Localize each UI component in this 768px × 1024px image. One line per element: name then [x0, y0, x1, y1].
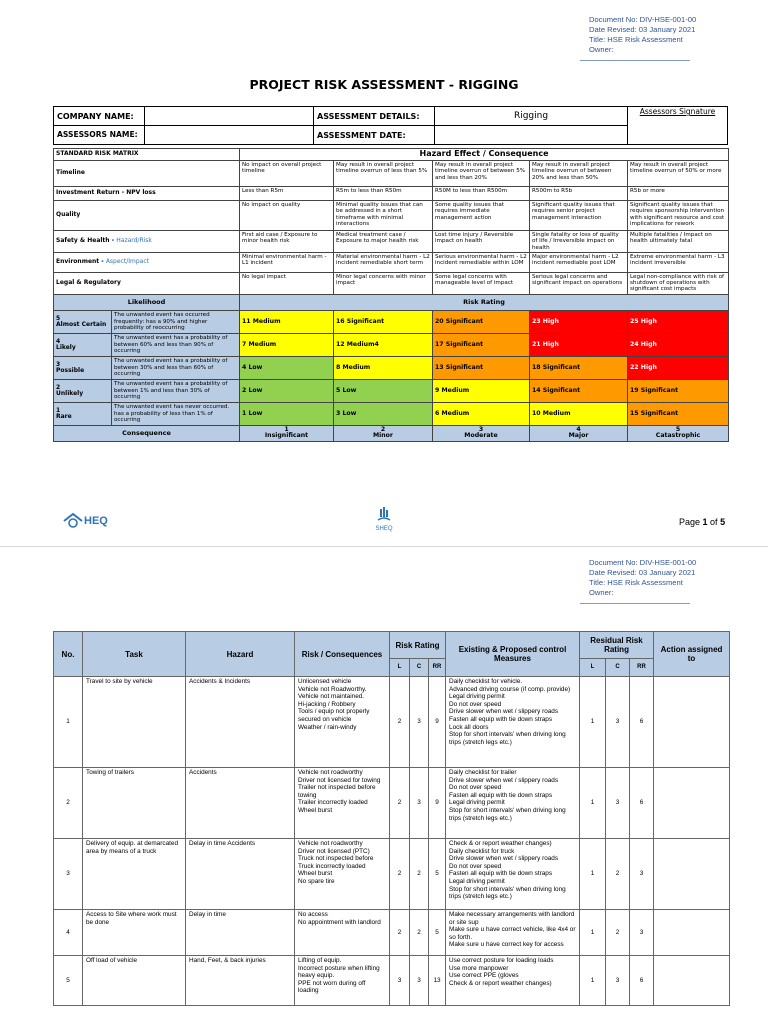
effect-cell: No impact on quality	[240, 201, 334, 231]
col-residual-c: C	[606, 659, 630, 677]
consequence-5: 5 Catastrophic	[628, 425, 729, 441]
row-number: 5	[54, 956, 83, 1006]
action-cell	[654, 768, 730, 839]
measures-cell: Check & or report weather changes) Daily checklist for truck Drive slower when wet / slippery roads Do not over speed Fasten all equip with tie down straps Legal driving permit Stop for short intervals' when driving long trips (stretch legs etc.)	[446, 839, 580, 910]
effect-cell: R5m to less than R50m	[334, 187, 433, 201]
risk-rating-cell: 19 Significant	[628, 379, 729, 402]
col-c: C	[410, 659, 429, 677]
risk-rating-cell: 12 Medium4	[334, 333, 433, 356]
effect-cell: R5b or more	[628, 187, 729, 201]
residual-c: 3	[606, 956, 630, 1006]
measures-cell: Make necessary arrangements with landlord or site sup Make sure u have correct vehicle, like 4x4 or so forth. Make sure u have correct key for access	[446, 910, 580, 956]
risk-rating-cell: 9 Medium	[433, 379, 530, 402]
effect-cell: Legal non-compliance with risk of shutdown of operations with significant cost impacts	[628, 272, 729, 294]
col-risk: Risk / Consequences	[295, 632, 390, 677]
effect-cell: Multiple fatalities / Impact on health ultimately fatal	[628, 231, 729, 253]
effect-cell: Some quality issues that requires immediate management action	[433, 201, 530, 231]
risk-rating-heading: Risk Rating	[240, 294, 729, 310]
assessment-details-value: Rigging	[435, 107, 628, 126]
risk-rating-cell: 7 Medium	[240, 333, 334, 356]
doc-number-2: Document No: DIV-HSE-001-00	[589, 558, 697, 567]
risk-l: 2	[390, 839, 410, 910]
risk-rating-cell: 14 Significant	[530, 379, 628, 402]
company-value	[145, 107, 314, 126]
effect-cell: Less than R5m	[240, 187, 334, 201]
task-cell: Access to Site where work must be done	[83, 910, 186, 956]
col-hazard: Hazard	[186, 632, 295, 677]
action-cell	[654, 677, 730, 768]
effect-cell: May result in overall project timeline overrun of less than 5%	[334, 161, 433, 187]
effect-cell: May result in overall project timeline overrun of between 20% and less than 50%	[530, 161, 628, 187]
doc-owner: Owner:	[589, 45, 614, 54]
table-row	[54, 677, 730, 768]
doc-meta-2	[589, 558, 696, 598]
effect-cell: Major environmental harm - L2 incident remediable post LOM	[530, 252, 628, 272]
col-action: Action assigned to	[654, 632, 730, 677]
effect-cell: Some legal concerns with manageable level of impact	[433, 272, 530, 294]
likelihood-level: 2 Unlikely	[54, 379, 112, 402]
header-rule-2	[580, 603, 690, 604]
hazard-cell: Accidents	[186, 768, 295, 839]
row-number: 1	[54, 677, 83, 768]
residual-rr: 6	[630, 677, 654, 768]
effect-cell: Minimal environmental harm - L1 incident	[240, 252, 334, 272]
residual-c: 2	[606, 839, 630, 910]
consequence-label: Consequence	[54, 425, 240, 441]
col-residual-rr: RR	[630, 659, 654, 677]
page-title: PROJECT RISK ASSESSMENT - RIGGING	[249, 77, 519, 92]
risk-l: 3	[390, 956, 410, 1006]
effect-cell: No legal impact	[240, 272, 334, 294]
col-rr: RR	[429, 659, 446, 677]
risk-rr: 5	[429, 910, 446, 956]
residual-c: 3	[606, 677, 630, 768]
effect-cell: Extreme environmental harm - L3 incident irreversible	[628, 252, 729, 272]
row-number: 4	[54, 910, 83, 956]
effect-row-label: Legal & Regulatory	[54, 272, 240, 294]
hazard-cell: Accidents & Incidents	[186, 677, 295, 768]
residual-l: 1	[580, 768, 606, 839]
matrix-heading: STANDARD RISK MATRIX	[54, 149, 240, 161]
col-measures: Existing & Proposed control Measures	[446, 632, 580, 677]
risk-rating-cell: 20 Significant	[433, 310, 530, 333]
effect-cell: Material environmental harm - L2 incident remediable short term	[334, 252, 433, 272]
risk-rating-cell: 6 Medium	[433, 402, 530, 425]
risk-rating-cell: 18 Significant	[530, 356, 628, 379]
effect-cell: R50M to less than R500m	[433, 187, 530, 201]
risk-cell: Unlicensed vehicle Vehicle not Roadworthy. Vehicle not maintained. Hi-jacking / Robbery Tools / equip not properly secured on vehicle Weather / rain-windy	[295, 677, 390, 768]
likelihood-level: 1 Rare	[54, 402, 112, 425]
risk-rating-cell: 22 High	[628, 356, 729, 379]
effect-heading: Hazard Effect / Consequence	[240, 149, 729, 161]
table-row	[54, 956, 730, 1006]
house-icon	[62, 512, 84, 530]
effect-row-label: Quality	[54, 201, 240, 231]
residual-rr: 6	[630, 768, 654, 839]
hazard-cell: Hand, Feet, & back injuries	[186, 956, 295, 1006]
consequence-3: 3 Moderate	[433, 425, 530, 441]
doc-number: Document No: DIV-HSE-001-00	[589, 15, 697, 24]
col-no: No.	[54, 632, 83, 677]
risk-rr: 13	[429, 956, 446, 1006]
effect-cell: No impact on overall project timeline	[240, 161, 334, 187]
risk-rating-cell: 3 Low	[334, 402, 433, 425]
risk-c: 3	[410, 677, 429, 768]
risk-l: 2	[390, 677, 410, 768]
info-table	[53, 106, 728, 145]
consequence-2: 2 Minor	[334, 425, 433, 441]
residual-rr: 3	[630, 839, 654, 910]
risk-rr: 5	[429, 839, 446, 910]
risk-c: 3	[410, 956, 429, 1006]
col-risk-rating: Risk Rating	[390, 632, 446, 659]
risk-cell: No access No appointment with landlord	[295, 910, 390, 956]
residual-l: 1	[580, 956, 606, 1006]
doc-title: Title: HSE Risk Assessment	[589, 35, 683, 44]
hand-leaf-icon	[374, 506, 394, 522]
likelihood-desc: The unwanted event has a probability of between 1% and less than 30% of occurring	[112, 379, 240, 402]
risk-rating-cell: 13 Significant	[433, 356, 530, 379]
likelihood-desc: The unwanted event has a probability of between 30% and less than 60% of occurring	[112, 356, 240, 379]
risk-c: 3	[410, 768, 429, 839]
risk-rating-cell: 4 Low	[240, 356, 334, 379]
likelihood-level: 4 Likely	[54, 333, 112, 356]
risk-cell: Vehicle not roadworthy Driver not licensed for towing Trailer not inspected before towing Trailer incorrectly loaded Wheel burst	[295, 768, 390, 839]
measures-cell: Daily checklist for trailer Drive slower when wet / slippery roads Do not over speed Fasten all equip with tie down straps Legal driving permit Stop for short intervals' when driving long trips (stretch legs etc.)	[446, 768, 580, 839]
risk-rating-cell: 25 High	[628, 310, 729, 333]
action-cell	[654, 956, 730, 1006]
doc-meta-1	[589, 15, 696, 55]
risk-rating-cell: 8 Medium	[334, 356, 433, 379]
effect-cell: Minor legal concerns with minor impact	[334, 272, 433, 294]
table-row	[54, 910, 730, 956]
likelihood-level: 5 Almost Certain	[54, 310, 112, 333]
company-label: COMPANY NAME:	[54, 107, 145, 126]
col-residual-l: L	[580, 659, 606, 677]
assessment-date-value	[435, 126, 628, 145]
effect-cell: Serious legal concerns and significant impact on operations	[530, 272, 628, 294]
hazard-cell: Delay in time	[186, 910, 295, 956]
risk-cell: Lifting of equip. Incorrect posture when lifting heavy equip. PPE not worn during off loading	[295, 956, 390, 1006]
consequence-1: 1 Insignificant	[240, 425, 334, 441]
risk-l: 2	[390, 910, 410, 956]
effect-cell: Significant quality issues that requires sponsorship intervention with significant resource and cost implications for rework	[628, 201, 729, 231]
residual-l: 1	[580, 910, 606, 956]
task-cell: Delivery of equip. at demarcated area by means of a truck	[83, 839, 186, 910]
risk-rating-cell: 2 Low	[240, 379, 334, 402]
risk-rating-cell: 23 High	[530, 310, 628, 333]
assessors-value	[145, 126, 314, 145]
doc-owner-2: Owner:	[589, 588, 614, 597]
effect-cell: Minimal quality issues that can be addressed in a short timeframe with minimal interactions	[334, 201, 433, 231]
col-l: L	[390, 659, 410, 677]
risk-rating-cell: 21 High	[530, 333, 628, 356]
effect-row-label: Timeline	[54, 161, 240, 187]
risk-rating-cell: 10 Medium	[530, 402, 628, 425]
action-cell	[654, 910, 730, 956]
residual-rr: 6	[630, 956, 654, 1006]
sheq-logo: SHEQ	[371, 506, 397, 532]
effect-row-label: Environment - Aspect/Impact	[54, 252, 240, 272]
page-number: Page 1 of 5	[679, 517, 726, 527]
effect-cell: Serious environmental harm - L2 incident remediable within LOM	[433, 252, 530, 272]
assessors-signature: Assessors Signature	[628, 107, 728, 145]
risk-rating-cell: 24 High	[628, 333, 729, 356]
likelihood-heading: Likelihood	[54, 294, 240, 310]
risk-l: 2	[390, 768, 410, 839]
residual-c: 3	[606, 768, 630, 839]
residual-rr: 3	[630, 910, 654, 956]
effect-cell: May result in overall project timeline overrun of between 5% and less than 20%	[433, 161, 530, 187]
consequence-4: 4 Major	[530, 425, 628, 441]
task-cell: Travel to site by vehicle	[83, 677, 186, 768]
effect-cell: Medical treatment case / Exposure to major health risk	[334, 231, 433, 253]
risk-rating-cell: 16 Significant	[334, 310, 433, 333]
risk-rr: 9	[429, 768, 446, 839]
doc-title-2: Title: HSE Risk Assessment	[589, 578, 683, 587]
likelihood-level: 3 Possible	[54, 356, 112, 379]
effect-cell: May result in overall project timeline overrun of 50% or more	[628, 161, 729, 187]
header-rule	[580, 60, 690, 61]
risk-rating-cell: 1 Low	[240, 402, 334, 425]
effect-cell: Lost time injury / Reversible impact on health	[433, 231, 530, 253]
assessment-date-label: ASSESSMENT DATE:	[314, 126, 435, 145]
effect-cell: Significant quality issues that requires senior project management interaction	[530, 201, 628, 231]
risk-cell: Vehicle not roadworthy Driver not licensed (PTC) Truck not inspected before Truck incorrectly loaded Wheel burst No spare tire	[295, 839, 390, 910]
residual-c: 2	[606, 910, 630, 956]
likelihood-desc: The unwanted event has never occurred. has a probability of less than 1% of occurring	[112, 402, 240, 425]
risk-rating-cell: 17 Significant	[433, 333, 530, 356]
assessment-details-label: ASSESSMENT DETAILS:	[314, 107, 435, 126]
risk-matrix	[53, 148, 729, 442]
likelihood-desc: The unwanted event has a probability of between 60% and less than 90% of occurring	[112, 333, 240, 356]
residual-l: 1	[580, 839, 606, 910]
row-number: 2	[54, 768, 83, 839]
page-separator	[0, 546, 768, 547]
task-table	[53, 631, 730, 1006]
col-task: Task	[83, 632, 186, 677]
heq-logo: HEQ	[62, 512, 108, 530]
risk-rr: 9	[429, 677, 446, 768]
task-cell: Towing of trailers	[83, 768, 186, 839]
hazard-cell: Delay in time Accidents	[186, 839, 295, 910]
task-cell: Off load of vehicle	[83, 956, 186, 1006]
risk-c: 2	[410, 839, 429, 910]
date-revised: Date Revised: 03 January 2021	[589, 25, 696, 34]
risk-rating-cell: 5 Low	[334, 379, 433, 402]
effect-cell: Single fatality or loss of quality of life / Irreversible impact on health	[530, 231, 628, 253]
risk-rating-cell: 15 Significant	[628, 402, 729, 425]
effect-cell: R500m to R5b	[530, 187, 628, 201]
col-residual: Residual Risk Rating	[580, 632, 654, 659]
assessors-label: ASSESSORS NAME:	[54, 126, 145, 145]
measures-cell: Daily checklist for vehicle. Advanced driving course (if comp. provide) Legal driving permit Do not over speed Drive slower when wet / slippery roads Fasten all equip with tie down straps Lock all doors Stop for short intervals' when driving long trips (stretch legs etc.)	[446, 677, 580, 768]
measures-cell: Use correct posture for loading loads Use more manpower Use correct PPE (gloves Check & or report weather changes)	[446, 956, 580, 1006]
risk-c: 2	[410, 910, 429, 956]
effect-row-label: Safety & Health - Hazard/Risk	[54, 231, 240, 253]
effect-cell: First aid case / Exposure to minor health risk	[240, 231, 334, 253]
residual-l: 1	[580, 677, 606, 768]
table-row	[54, 768, 730, 839]
likelihood-desc: The unwanted event has occurred frequently: has a 90% and higher probability of reoccurring	[112, 310, 240, 333]
date-revised-2: Date Revised: 03 January 2021	[589, 568, 696, 577]
table-row	[54, 839, 730, 910]
effect-row-label: Investment Return - NPV loss	[54, 187, 240, 201]
risk-rating-cell: 11 Medium	[240, 310, 334, 333]
action-cell	[654, 839, 730, 910]
row-number: 3	[54, 839, 83, 910]
